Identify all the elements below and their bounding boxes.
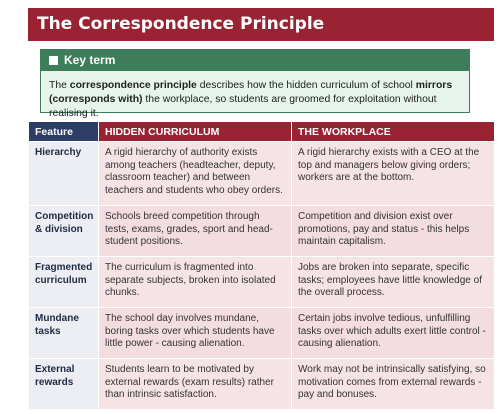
hidden-curriculum-cell: The school day involves mundane, boring tasks over which students have little power - causing alienation. <box>99 308 292 359</box>
hidden-curriculum-cell: Schools breed competition through tests, exams, grades, sport and head-student positions. <box>99 206 292 257</box>
workplace-cell: A rigid hierarchy exists with a CEO at the top and managers below giving orders; workers are at the bottom. <box>292 142 495 206</box>
workplace-cell: Certain jobs involve tedious, unfulfilling tasks over which adults exert little control - causing alienation. <box>292 308 495 359</box>
comparison-table <box>28 121 495 410</box>
header-hidden-curriculum: HIDDEN CURRICULUM <box>99 122 292 142</box>
definition-text-2: describes how the hidden curriculum of school <box>196 80 416 91</box>
hidden-curriculum-cell: The curriculum is fragmented into separate subjects, broken into isolated chunks. <box>99 257 292 308</box>
feature-cell: Mundane tasks <box>29 308 99 359</box>
table-row <box>29 308 495 359</box>
feature-cell: Competition & division <box>29 206 99 257</box>
table-row <box>29 257 495 308</box>
key-term-box <box>40 49 470 119</box>
table-row <box>29 142 495 206</box>
feature-cell: Fragmented curriculum <box>29 257 99 308</box>
workplace-cell: Work may not be intrinsically satisfying, so motivation comes from external rewards - pay and bonuses. <box>292 359 495 410</box>
workplace-cell: Jobs are broken into separate, specific tasks; employees have little knowledge of the overall process. <box>292 257 495 308</box>
definition-text-1: The <box>49 80 70 91</box>
header-workplace: THE WORKPLACE <box>292 122 495 142</box>
key-term-definition <box>41 71 469 121</box>
definition-text-3: the workplace, so students are groomed for exploitation without realising it. <box>49 94 437 119</box>
feature-cell: Hierarchy <box>29 142 99 206</box>
key-term-header <box>41 50 469 71</box>
key-term-heading: Key term <box>64 53 116 67</box>
table-header-row <box>29 122 495 142</box>
table-row <box>29 359 495 410</box>
table-row <box>29 206 495 257</box>
header-feature: Feature <box>29 122 99 142</box>
hidden-curriculum-cell: A rigid hierarchy of authority exists among teachers (headteacher, deputy, classroom teacher) and between teachers and students who obey orders. <box>99 142 292 206</box>
definition-bold-term: correspondence principle <box>69 80 197 91</box>
workplace-cell: Competition and division exist over promotions, pay and status - this helps maintain capitalism. <box>292 206 495 257</box>
definition-bold-mirrors: mirrors (corresponds with) <box>49 80 453 105</box>
hidden-curriculum-cell: Students learn to be motivated by external rewards (exam results) rather than intrinsic satisfaction. <box>99 359 292 410</box>
square-bullet-icon <box>49 56 58 65</box>
page-title: The Correspondence Principle <box>28 8 494 41</box>
feature-cell: External rewards <box>29 359 99 410</box>
